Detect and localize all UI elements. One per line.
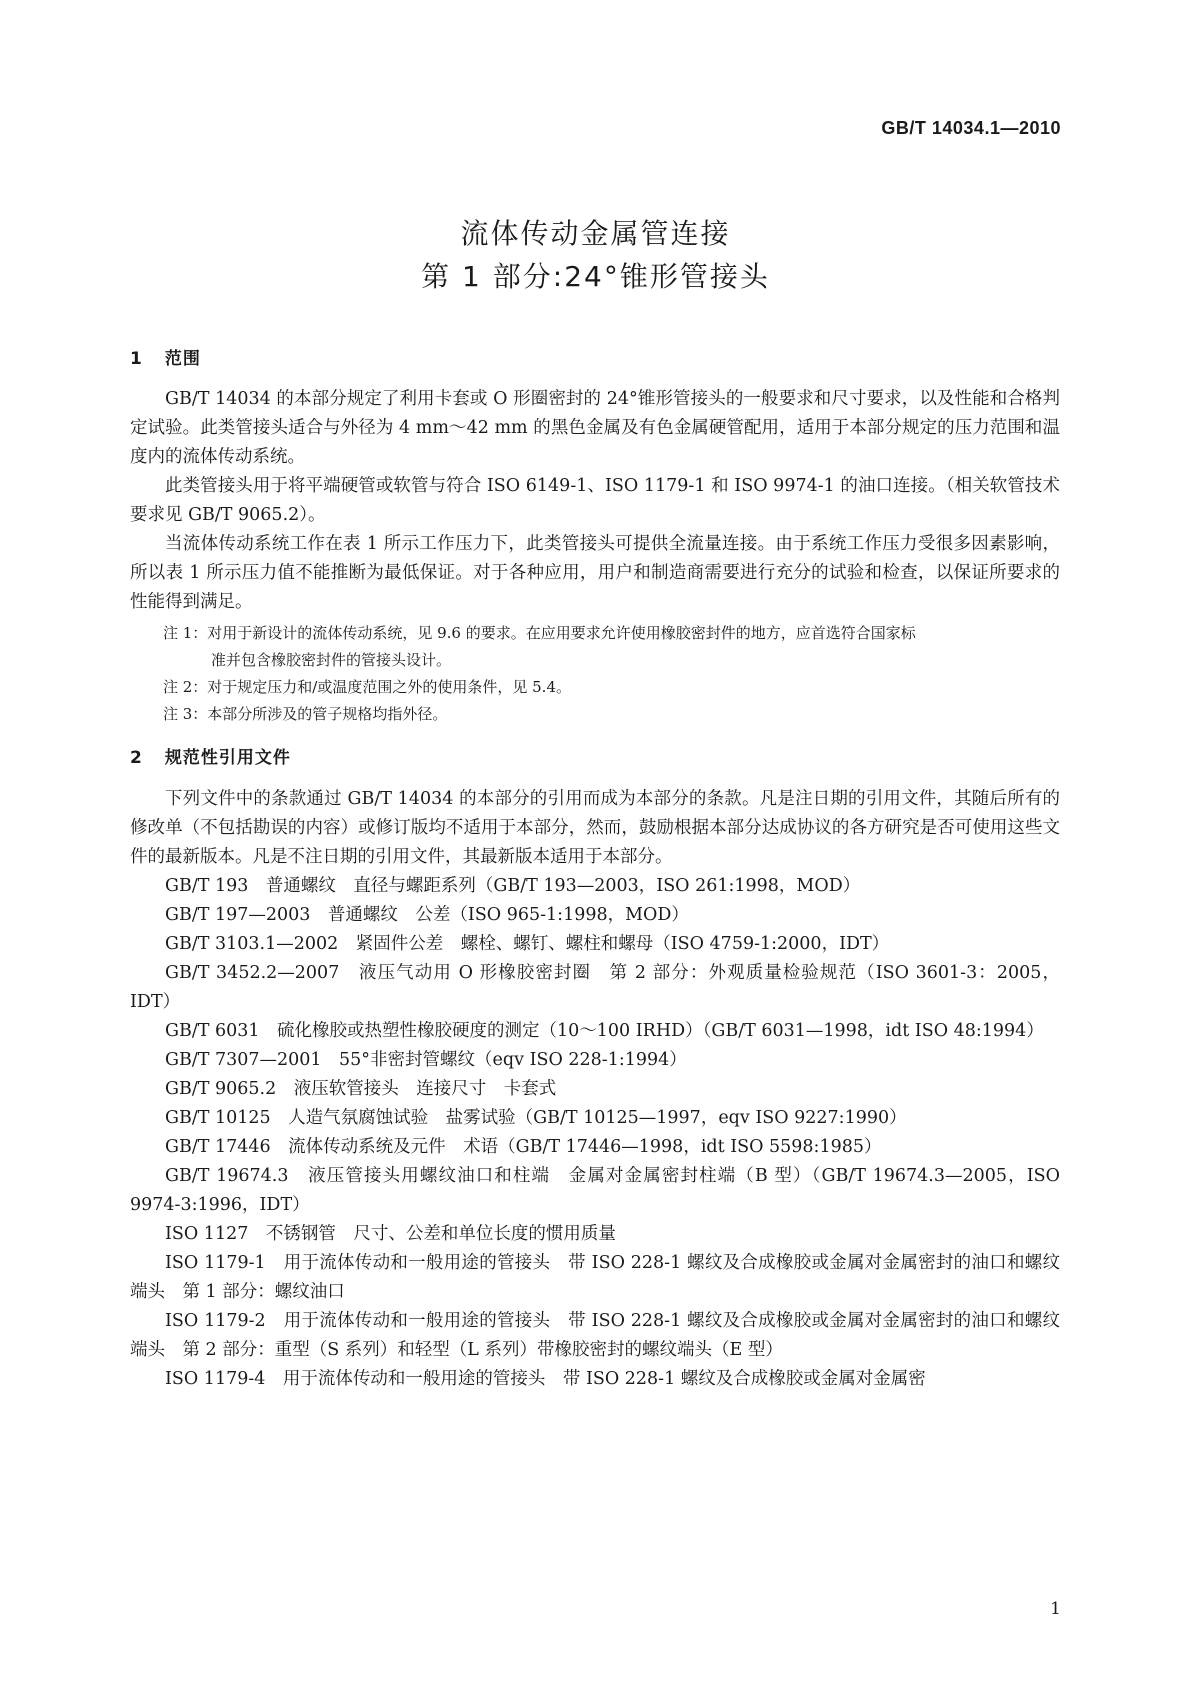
section-2-body bbox=[130, 785, 1060, 1394]
reference-item: GB/T 19674.3 液压管接头用螺纹油口和柱端 金属对金属密封柱端（B 型）（GB/T 19674.3—2005，ISO 9974-3:1996，IDT） bbox=[130, 1166, 1060, 1215]
note-continuation: 准并包含橡胶密封件的管接头设计。 bbox=[211, 651, 452, 669]
paragraph: 此类管接头用于将平端硬管或软管与符合 ISO 6149-1、ISO 1179-1 和 ISO 9974-1 的油口连接。（相关软管技术要求见 GB/T 9065.2）。 bbox=[130, 476, 1060, 525]
reference-item: GB/T 7307—2001 55°非密封管螺纹（eqv ISO 228-1:1994） bbox=[165, 1050, 687, 1070]
section-1-heading bbox=[130, 344, 201, 369]
note: 注 1：对用于新设计的流体传动系统，见 9.6 的要求。在应用要求允许使用橡胶密封件的地方，应首选符合国家标 bbox=[163, 624, 916, 642]
section-title: 规范性引用文件 bbox=[164, 748, 291, 768]
reference-item: ISO 1179-2 用于流体传动和一般用途的管接头 带 ISO 228-1 螺纹及合成橡胶或金属对金属密封的油口和螺纹端头 第 2 部分：重型（S 系列）和轻型（L 系列）带橡胶密封的螺纹端头（E 型） bbox=[130, 1311, 1060, 1360]
reference-item: ISO 1179-1 用于流体传动和一般用途的管接头 带 ISO 228-1 螺纹及合成橡胶或金属对金属密封的油口和螺纹端头 第 1 部分：螺纹油口 bbox=[130, 1253, 1060, 1302]
paragraph: GB/T 14034 的本部分规定了利用卡套或 O 形圈密封的 24°锥形管接头的一般要求和尺寸要求，以及性能和合格判定试验。此类管接头适合与外径为 4 mm～42 mm 的黑色金属及有色金属硬管配用，适用于本部分规定的压力范围和温度内的流体传动系统。 bbox=[130, 389, 1060, 467]
reference-item: GB/T 9065.2 液压软管接头 连接尺寸 卡套式 bbox=[165, 1079, 557, 1099]
page-number: 1 bbox=[1050, 1599, 1061, 1619]
standard-code: GB/T 14034.1—2010 bbox=[881, 118, 1061, 138]
paragraph: 当流体传动系统工作在表 1 所示工作压力下，此类管接头可提供全流量连接。由于系统工作压力受很多因素影响，所以表 1 所示压力值不能推断为最低保证。对于各种应用，用户和制造商需要进行充分的试验和检查，以保证所要求的性能得到满足。 bbox=[130, 534, 1060, 612]
document-title-line2: 第 1 部分:24°锥形管接头 bbox=[421, 260, 770, 293]
note: 注 3：本部分所涉及的管子规格均指外径。 bbox=[163, 705, 448, 723]
section-1-body bbox=[130, 385, 1060, 617]
section-2-heading bbox=[130, 743, 291, 768]
reference-item: GB/T 17446 流体传动系统及元件 术语（GB/T 17446—1998，idt ISO 5598:1985） bbox=[165, 1137, 882, 1157]
section-title: 范围 bbox=[164, 349, 201, 369]
reference-item: GB/T 6031 硫化橡胶或热塑性橡胶硬度的测定（10～100 IRHD）（GB/T 6031—1998，idt ISO 48:1994） bbox=[165, 1021, 1044, 1041]
reference-item: ISO 1179-4 用于流体传动和一般用途的管接头 带 ISO 228-1 螺纹及合成橡胶或金属对金属密 bbox=[165, 1369, 926, 1389]
note: 注 2：对于规定压力和/或温度范围之外的使用条件，见 5.4。 bbox=[163, 678, 571, 696]
document-title-line1: 流体传动金属管连接 bbox=[460, 217, 731, 250]
reference-item: GB/T 10125 人造气氛腐蚀试验 盐雾试验（GB/T 10125—1997，eqv ISO 9227:1990） bbox=[165, 1108, 907, 1128]
section-1-notes bbox=[163, 620, 1063, 728]
reference-item: ISO 1127 不锈钢管 尺寸、公差和单位长度的惯用质量 bbox=[165, 1224, 616, 1244]
section-number: 2 bbox=[130, 748, 143, 768]
reference-item: GB/T 3452.2—2007 液压气动用 O 形橡胶密封圈 第 2 部分：外观质量检验规范（ISO 3601-3：2005，IDT） bbox=[130, 963, 1060, 1012]
reference-item: GB/T 193 普通螺纹 直径与螺距系列（GB/T 193—2003，ISO 261:1998，MOD） bbox=[165, 876, 861, 896]
paragraph: 下列文件中的条款通过 GB/T 14034 的本部分的引用而成为本部分的条款。凡是注日期的引用文件，其随后所有的修改单（不包括勘误的内容）或修订版均不适用于本部分，然而，鼓励根据本部分达成协议的各方研究是否可使用这些文件的最新版本。凡是不注日期的引用文件，其最新版本适用于本部分。 bbox=[130, 789, 1060, 867]
reference-item: GB/T 197—2003 普通螺纹 公差（ISO 965-1:1998，MOD） bbox=[165, 905, 689, 925]
reference-item: GB/T 3103.1—2002 紧固件公差 螺栓、螺钉、螺柱和螺母（ISO 4759-1:2000，IDT） bbox=[165, 934, 890, 954]
section-number: 1 bbox=[130, 349, 143, 369]
